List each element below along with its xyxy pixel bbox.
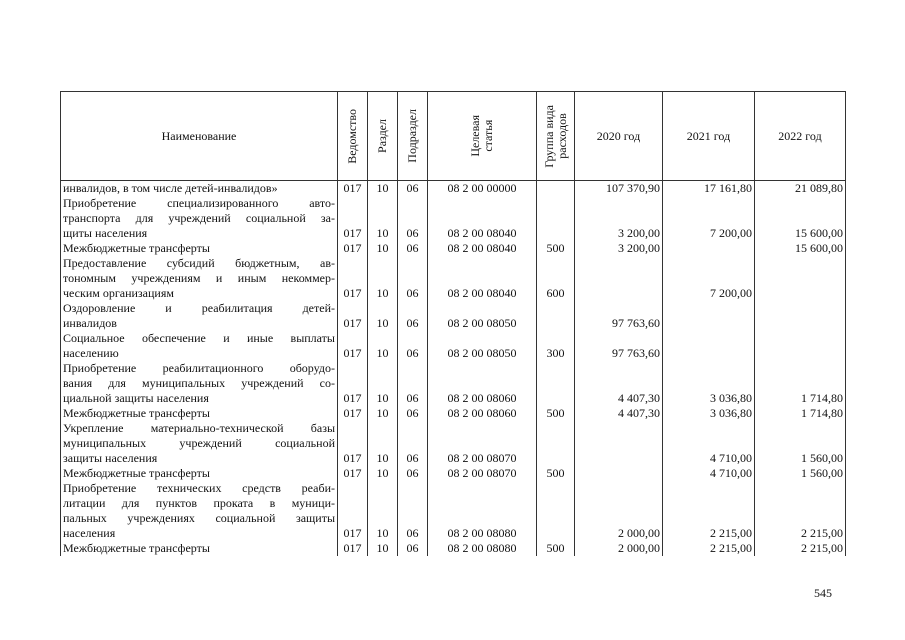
cell-exp-group <box>536 481 574 496</box>
cell-2022 <box>754 301 846 316</box>
row-name-line: инвалидов <box>60 316 337 331</box>
cell-section <box>367 211 397 226</box>
cell-2021: 17 161,80 <box>662 181 754 196</box>
cell-target <box>427 496 536 511</box>
cell-2020: 3 200,00 <box>574 241 662 256</box>
cell-dept: 017 <box>337 316 367 331</box>
cell-target: 08 2 00 08060 <box>427 391 536 406</box>
cell-2021 <box>662 196 754 211</box>
row-name-line: Межбюджетные трансферты <box>60 241 337 256</box>
cell-target: 08 2 00 08040 <box>427 241 536 256</box>
cell-2021 <box>662 271 754 286</box>
cell-dept: 017 <box>337 406 367 421</box>
row-name-line: щиты населения <box>60 226 337 241</box>
cell-subsection: 06 <box>397 391 427 406</box>
cell-subsection: 06 <box>397 346 427 361</box>
cell-target <box>427 301 536 316</box>
cell-2021 <box>662 496 754 511</box>
cell-2022: 21 089,80 <box>754 181 846 196</box>
row-name-line: тономным учреждениям и иным некоммер- <box>60 271 337 286</box>
row-name-line: Приобретение специализированного авто- <box>60 196 337 211</box>
row-name-line: Оздоровление и реабилитация детей- <box>60 301 337 316</box>
cell-2020 <box>574 301 662 316</box>
cell-subsection: 06 <box>397 286 427 301</box>
cell-section: 10 <box>367 406 397 421</box>
cell-2022 <box>754 361 846 376</box>
cell-2022: 1 714,80 <box>754 406 846 421</box>
cell-section: 10 <box>367 316 397 331</box>
cell-2021 <box>662 331 754 346</box>
cell-2020 <box>574 376 662 391</box>
header-exp-group: Группа вида расходов <box>536 91 574 181</box>
cell-section: 10 <box>367 286 397 301</box>
cell-dept: 017 <box>337 541 367 556</box>
cell-dept: 017 <box>337 286 367 301</box>
cell-subsection <box>397 496 427 511</box>
cell-subsection: 06 <box>397 466 427 481</box>
cell-section: 10 <box>367 466 397 481</box>
cell-exp-group <box>536 211 574 226</box>
cell-2020: 107 370,90 <box>574 181 662 196</box>
cell-target <box>427 376 536 391</box>
cell-subsection <box>397 511 427 526</box>
cell-exp-group <box>536 451 574 466</box>
cell-exp-group <box>536 526 574 541</box>
cell-2020 <box>574 196 662 211</box>
cell-2022 <box>754 196 846 211</box>
cell-2022 <box>754 271 846 286</box>
cell-2020 <box>574 481 662 496</box>
cell-dept <box>337 256 367 271</box>
cell-2020 <box>574 511 662 526</box>
cell-exp-group: 600 <box>536 286 574 301</box>
cell-dept: 017 <box>337 181 367 196</box>
cell-exp-group: 500 <box>536 466 574 481</box>
cell-2020: 97 763,60 <box>574 346 662 361</box>
cell-subsection <box>397 421 427 436</box>
cell-dept <box>337 511 367 526</box>
cell-target: 08 2 00 08080 <box>427 526 536 541</box>
cell-2020 <box>574 271 662 286</box>
cell-2021 <box>662 376 754 391</box>
cell-subsection <box>397 271 427 286</box>
row-name-line: вания для муниципальных учреждений со- <box>60 376 337 391</box>
cell-2021 <box>662 301 754 316</box>
cell-2021 <box>662 436 754 451</box>
cell-2021 <box>662 211 754 226</box>
table-body <box>60 181 846 556</box>
row-name-line: защиты населения <box>60 451 337 466</box>
cell-section <box>367 481 397 496</box>
cell-2022: 1 714,80 <box>754 391 846 406</box>
cell-section <box>367 511 397 526</box>
cell-section: 10 <box>367 181 397 196</box>
cell-2021: 3 036,80 <box>662 391 754 406</box>
cell-2020 <box>574 286 662 301</box>
cell-section: 10 <box>367 226 397 241</box>
cell-2022: 1 560,00 <box>754 466 846 481</box>
cell-target <box>427 331 536 346</box>
cell-2022 <box>754 256 846 271</box>
row-name-line: Межбюджетные трансферты <box>60 541 337 556</box>
cell-2020: 2 000,00 <box>574 526 662 541</box>
header-2022: 2022 год <box>754 91 846 181</box>
cell-exp-group: 300 <box>536 346 574 361</box>
cell-exp-group <box>536 271 574 286</box>
cell-2020 <box>574 421 662 436</box>
cell-dept <box>337 481 367 496</box>
cell-dept: 017 <box>337 451 367 466</box>
cell-2020 <box>574 436 662 451</box>
cell-2022 <box>754 286 846 301</box>
cell-target <box>427 421 536 436</box>
cell-2022: 2 215,00 <box>754 541 846 556</box>
cell-section <box>367 421 397 436</box>
cell-subsection: 06 <box>397 316 427 331</box>
row-name-line: транспорта для учреждений социальной за- <box>60 211 337 226</box>
cell-section: 10 <box>367 526 397 541</box>
row-name-line: населения <box>60 526 337 541</box>
cell-2021 <box>662 256 754 271</box>
header-subsection: Подраздел <box>397 91 427 181</box>
cell-dept: 017 <box>337 391 367 406</box>
cell-target <box>427 256 536 271</box>
cell-exp-group <box>536 376 574 391</box>
row-name-line: Приобретение технических средств реаби- <box>60 481 337 496</box>
cell-2022: 15 600,00 <box>754 226 846 241</box>
cell-2021: 2 215,00 <box>662 541 754 556</box>
cell-target: 08 2 00 08050 <box>427 346 536 361</box>
cell-section <box>367 271 397 286</box>
cell-subsection <box>397 196 427 211</box>
cell-subsection: 06 <box>397 241 427 256</box>
cell-2020 <box>574 451 662 466</box>
row-name-line: Социальное обеспечение и иные выплаты <box>60 331 337 346</box>
cell-section: 10 <box>367 391 397 406</box>
cell-dept: 017 <box>337 526 367 541</box>
cell-2021 <box>662 511 754 526</box>
cell-exp-group <box>536 496 574 511</box>
cell-target: 08 2 00 08080 <box>427 541 536 556</box>
cell-exp-group <box>536 421 574 436</box>
cell-2021 <box>662 421 754 436</box>
cell-subsection <box>397 331 427 346</box>
row-name-line: циальной защиты населения <box>60 391 337 406</box>
cell-exp-group <box>536 361 574 376</box>
cell-2022 <box>754 496 846 511</box>
row-name-line: пальных учреждениях социальной защиты <box>60 511 337 526</box>
cell-2022 <box>754 346 846 361</box>
cell-2022 <box>754 481 846 496</box>
cell-subsection <box>397 256 427 271</box>
header-target: Целевая статья <box>427 91 536 181</box>
cell-subsection <box>397 211 427 226</box>
cell-exp-group <box>536 226 574 241</box>
cell-2020 <box>574 361 662 376</box>
cell-2021: 2 215,00 <box>662 526 754 541</box>
cell-dept: 017 <box>337 226 367 241</box>
cell-target <box>427 211 536 226</box>
cell-2020 <box>574 466 662 481</box>
cell-dept: 017 <box>337 346 367 361</box>
cell-target: 08 2 00 00000 <box>427 181 536 196</box>
cell-exp-group <box>536 436 574 451</box>
budget-table <box>60 91 846 556</box>
cell-exp-group <box>536 511 574 526</box>
cell-2021: 7 200,00 <box>662 226 754 241</box>
cell-target: 08 2 00 08040 <box>427 226 536 241</box>
row-name-line: Межбюджетные трансферты <box>60 406 337 421</box>
cell-section <box>367 496 397 511</box>
cell-target: 08 2 00 08070 <box>427 466 536 481</box>
cell-2022 <box>754 421 846 436</box>
header-section: Раздел <box>367 91 397 181</box>
cell-target <box>427 511 536 526</box>
cell-2022 <box>754 436 846 451</box>
cell-section <box>367 331 397 346</box>
table-header <box>60 91 846 181</box>
cell-2020: 97 763,60 <box>574 316 662 331</box>
cell-exp-group: 500 <box>536 541 574 556</box>
row-name-line: ческим организациям <box>60 286 337 301</box>
cell-dept: 017 <box>337 241 367 256</box>
cell-exp-group <box>536 181 574 196</box>
cell-target: 08 2 00 08070 <box>427 451 536 466</box>
cell-dept <box>337 271 367 286</box>
cell-dept <box>337 196 367 211</box>
row-name-line: литации для пунктов проката в муници- <box>60 496 337 511</box>
cell-target: 08 2 00 08060 <box>427 406 536 421</box>
cell-target <box>427 436 536 451</box>
cell-dept <box>337 436 367 451</box>
cell-2021 <box>662 316 754 331</box>
cell-dept <box>337 361 367 376</box>
cell-2022: 2 215,00 <box>754 526 846 541</box>
cell-exp-group <box>536 331 574 346</box>
cell-subsection: 06 <box>397 181 427 196</box>
cell-dept <box>337 421 367 436</box>
cell-section <box>367 436 397 451</box>
cell-subsection: 06 <box>397 406 427 421</box>
cell-section: 10 <box>367 451 397 466</box>
cell-2021: 7 200,00 <box>662 286 754 301</box>
cell-dept <box>337 376 367 391</box>
cell-section <box>367 196 397 211</box>
cell-exp-group <box>536 301 574 316</box>
cell-section: 10 <box>367 346 397 361</box>
cell-2021 <box>662 361 754 376</box>
cell-2021 <box>662 481 754 496</box>
cell-2020 <box>574 496 662 511</box>
cell-2022 <box>754 211 846 226</box>
row-name-line: Межбюджетные трансферты <box>60 466 337 481</box>
cell-2022 <box>754 331 846 346</box>
cell-2020: 4 407,30 <box>574 391 662 406</box>
cell-2021: 4 710,00 <box>662 466 754 481</box>
cell-section: 10 <box>367 241 397 256</box>
cell-2021: 3 036,80 <box>662 406 754 421</box>
cell-exp-group <box>536 196 574 211</box>
cell-exp-group: 500 <box>536 406 574 421</box>
cell-target <box>427 481 536 496</box>
cell-section: 10 <box>367 541 397 556</box>
cell-exp-group <box>536 316 574 331</box>
cell-target <box>427 196 536 211</box>
row-name-line: Укрепление материально-технической базы <box>60 421 337 436</box>
cell-section <box>367 361 397 376</box>
cell-2022 <box>754 316 846 331</box>
row-name-line: Предоставление субсидий бюджетным, ав- <box>60 256 337 271</box>
cell-2020: 2 000,00 <box>574 541 662 556</box>
cell-subsection: 06 <box>397 226 427 241</box>
cell-2021 <box>662 241 754 256</box>
cell-2021: 4 710,00 <box>662 451 754 466</box>
cell-section <box>367 256 397 271</box>
cell-subsection <box>397 301 427 316</box>
cell-2021 <box>662 346 754 361</box>
header-dept: Ведомство <box>337 91 367 181</box>
cell-subsection <box>397 436 427 451</box>
cell-2022 <box>754 376 846 391</box>
cell-exp-group: 500 <box>536 241 574 256</box>
cell-2022: 15 600,00 <box>754 241 846 256</box>
header-2021: 2021 год <box>662 91 754 181</box>
header-2020: 2020 год <box>574 91 662 181</box>
cell-subsection: 06 <box>397 526 427 541</box>
cell-subsection: 06 <box>397 541 427 556</box>
row-name-line: Приобретение реабилитационного оборудо- <box>60 361 337 376</box>
cell-subsection <box>397 481 427 496</box>
cell-dept: 017 <box>337 466 367 481</box>
page-number: 545 <box>814 586 832 600</box>
cell-exp-group <box>536 391 574 406</box>
cell-2022: 1 560,00 <box>754 451 846 466</box>
cell-section <box>367 376 397 391</box>
cell-target <box>427 361 536 376</box>
cell-exp-group <box>536 256 574 271</box>
cell-2020 <box>574 256 662 271</box>
cell-section <box>367 301 397 316</box>
row-name-line: муниципальных учреждений социальной <box>60 436 337 451</box>
cell-target <box>427 271 536 286</box>
cell-dept <box>337 211 367 226</box>
row-name-line: инвалидов, в том числе детей-инвалидов» <box>60 181 337 196</box>
cell-2020: 4 407,30 <box>574 406 662 421</box>
cell-dept <box>337 301 367 316</box>
cell-subsection <box>397 376 427 391</box>
cell-2022 <box>754 511 846 526</box>
cell-target: 08 2 00 08050 <box>427 316 536 331</box>
cell-dept <box>337 496 367 511</box>
cell-subsection: 06 <box>397 451 427 466</box>
cell-2020 <box>574 211 662 226</box>
cell-2020: 3 200,00 <box>574 226 662 241</box>
row-name-line: населению <box>60 346 337 361</box>
cell-target: 08 2 00 08040 <box>427 286 536 301</box>
cell-dept <box>337 331 367 346</box>
header-name: Наименование <box>60 91 337 181</box>
cell-2020 <box>574 331 662 346</box>
cell-subsection <box>397 361 427 376</box>
